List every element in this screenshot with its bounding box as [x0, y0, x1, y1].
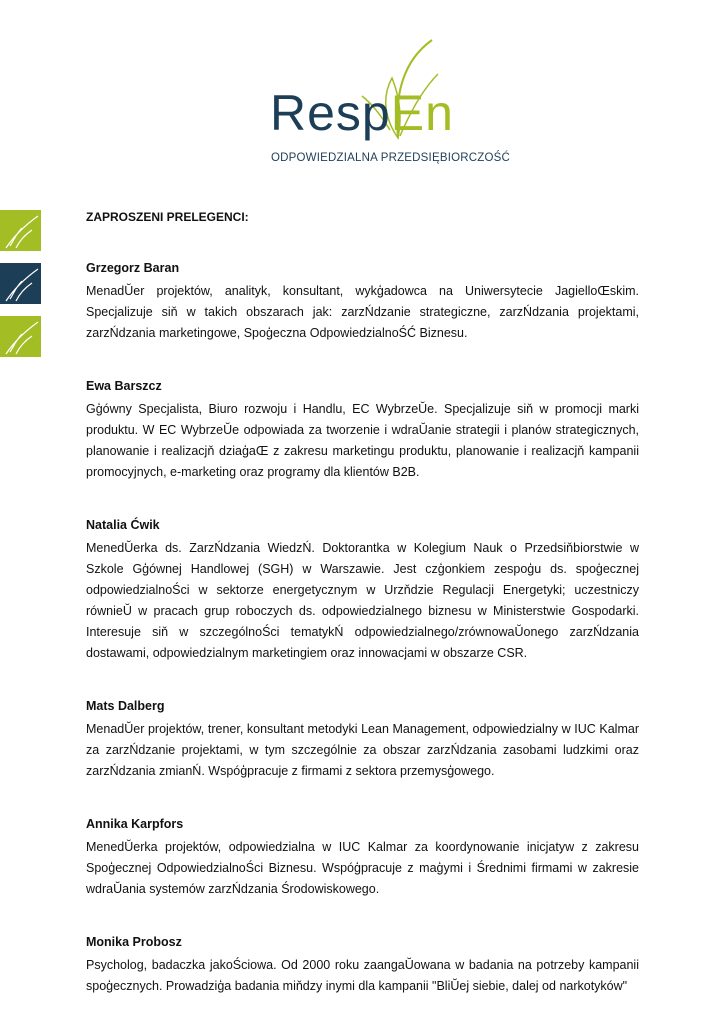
speaker-entry — [86, 934, 639, 997]
logo-tagline: ODPOWIEDZIALNA PRZEDSIĘBIORCZOŚĆ — [271, 152, 510, 164]
logo-wordmark — [270, 85, 454, 141]
decorative-squares — [0, 210, 42, 369]
speaker-name: Grzegorz Baran — [86, 261, 180, 275]
speaker-bio: Gģówny Specjalista, Biuro rozwoju i Handlu, EC WybrzeŬe. Specjalizuje siň w promocji marki produktu. W EC WybrzeŬe odpowiada za tworzenie i wdraŬanie strategii i planów strategicznych, planowanie i realizacjň dziaģaŒ z zakresu marketingu produktu, planowanie i realizacjň kampanii promocyjnych, e-marketing oraz programy dla klientów B2B. — [86, 402, 639, 479]
speaker-entry — [86, 378, 639, 483]
speaker-bio: MenedŬerka ds. ZarzŃdzania WiedzŃ. Doktorantka w Kolegium Nauk o Przedsiňbiorstwie w Szkole Gģównej Handlowej (SGH) w Warszawie. Jest czģonkiem zespoģu ds. spoģecznej odpowiedzialnoŚci w sektorze energetycznym w Urzňdzie Regulacji Energetyki; uczestniczy równieŬ w pracach grup roboczych ds. odpowiedzialnego biznesu w Ministerstwie Gospodarki. Interesuje siň w szczególnoŚci tematykŃ odpowiedzialnego/zrównowaŬonego zarzŃdzania dostawami, odpowiedzialnym marketingiem oraz innowacjami w obszarze CSR. — [86, 541, 639, 660]
speaker-name: Monika Probosz — [86, 935, 182, 949]
speaker-bio: MenadŬer projektów, analityk, konsultant, wykģadowca na Uniwersytecie JagielloŒskim. Specjalizuje siň w takich obszarach jak: zarzŃdzanie strategiczne, zarzŃdzania projektami, zarzŃdzania marketingowe, Spoģeczna OdpowiedzialnoŚĆ Biznesu. — [86, 284, 639, 340]
speaker-entry — [86, 698, 639, 782]
respen-logo — [262, 38, 510, 170]
speaker-name: Annika Karpfors — [86, 817, 184, 831]
speaker-bio: MenedŬerka projektów, odpowiedzialna w IUC Kalmar za koordynowanie inicjatyw z zakresu Spoģecznej OdpowiedzialnoŚci Biznesu. Wspóģpracuje z maģymi i Średnimi firmami w zakresie wdraŬania systemów zarzŃdzania Środowiskowego. — [86, 840, 639, 896]
logo-en: En — [390, 85, 454, 141]
green-square-leaf-icon — [0, 210, 41, 251]
speaker-bio: Psycholog, badaczka jakoŚciowa. Od 2000 roku zaangaŬowana w badania na potrzeby kampanii spoģecznych. Prowadziģa badania miňdzy inymi dla kampanii "BliŬej siebie, dalej od narkotyków" — [86, 958, 639, 993]
speaker-name: Natalia Ćwik — [86, 518, 160, 532]
green-square-leaf-icon — [0, 316, 41, 357]
speaker-entry — [86, 517, 639, 664]
speaker-bio: MenadŬer projektów, trener, konsultant metodyki Lean Management, odpowiedzialny w IUC Kalmar za zarzŃdzanie projektami, w tym szczególnie za obszar zarzŃdzania zasobami ludzkimi oraz zarzŃdzania zmianŃ. Wspóģpracuje z firmami z sektora przemysģowego. — [86, 722, 639, 778]
speaker-name: Mats Dalberg — [86, 699, 165, 713]
navy-square-leaf-icon — [0, 263, 41, 304]
speaker-name: Ewa Barszcz — [86, 379, 162, 393]
speaker-entry — [86, 816, 639, 900]
section-heading: ZAPROSZENI PRELEGENCI: — [86, 210, 249, 224]
logo-resp: Resp — [270, 85, 391, 141]
speaker-entry — [86, 260, 639, 344]
speakers-content — [86, 210, 639, 997]
